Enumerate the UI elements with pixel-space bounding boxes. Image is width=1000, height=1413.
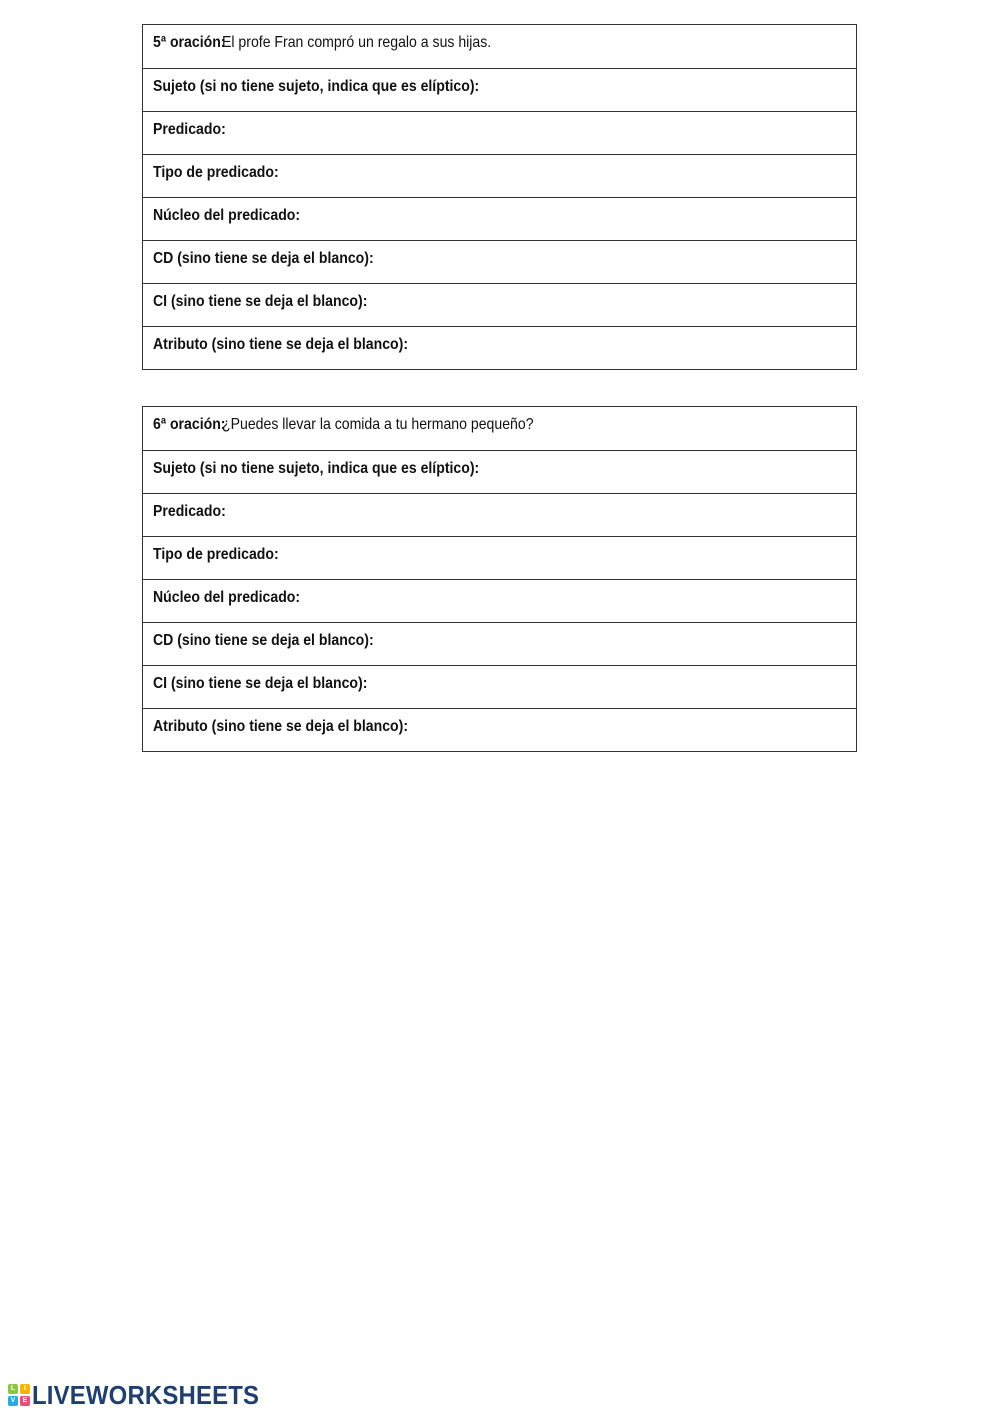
- field-row-atributo[interactable]: [143, 708, 856, 751]
- logo-tile: I: [20, 1384, 30, 1394]
- field-row-sujeto[interactable]: [143, 68, 856, 111]
- field-row-atributo[interactable]: [143, 326, 856, 369]
- field-row-predicado[interactable]: [143, 111, 856, 154]
- sentence-6-table: [142, 406, 857, 752]
- field-label: Atributo (sino tiene se deja el blanco):: [153, 718, 409, 735]
- field-row-tipo-predicado[interactable]: [143, 154, 856, 197]
- brand-name: LIVEWORKSHEETS: [32, 1379, 260, 1410]
- field-label: CD (sino tiene se deja el blanco):: [153, 250, 374, 267]
- sentence-5-header: [143, 25, 856, 68]
- field-row-nucleo-predicado[interactable]: [143, 579, 856, 622]
- logo-tile: L: [8, 1384, 18, 1394]
- sentence-text: El profe Fran compró un regalo a sus hijas.: [221, 34, 492, 51]
- field-row-ci[interactable]: [143, 665, 856, 708]
- sentence-text: ¿Puedes llevar la comida a tu hermano pequeño?: [221, 416, 534, 433]
- logo-tile: E: [20, 1396, 30, 1406]
- field-row-cd[interactable]: [143, 622, 856, 665]
- field-row-ci[interactable]: [143, 283, 856, 326]
- field-label: Núcleo del predicado:: [153, 589, 301, 606]
- sentence-6-header: [143, 407, 856, 450]
- brand-logo-icon: [8, 1384, 30, 1406]
- sentence-number-label: 5ª oración:: [153, 34, 226, 51]
- field-label: Atributo (sino tiene se deja el blanco):: [153, 336, 409, 353]
- sentence-5-table: [142, 24, 857, 370]
- field-row-tipo-predicado[interactable]: [143, 536, 856, 579]
- field-label: Núcleo del predicado:: [153, 207, 301, 224]
- field-row-nucleo-predicado[interactable]: [143, 197, 856, 240]
- field-row-predicado[interactable]: [143, 493, 856, 536]
- field-label: CD (sino tiene se deja el blanco):: [153, 632, 374, 649]
- field-label: Tipo de predicado:: [153, 164, 279, 181]
- field-label: Tipo de predicado:: [153, 546, 279, 563]
- field-row-cd[interactable]: [143, 240, 856, 283]
- field-row-sujeto[interactable]: [143, 450, 856, 493]
- field-label: Sujeto (si no tiene sujeto, indica que es elíptico):: [153, 78, 480, 95]
- field-label: Predicado:: [153, 121, 226, 138]
- field-label: CI (sino tiene se deja el blanco):: [153, 675, 368, 692]
- field-label: Sujeto (si no tiene sujeto, indica que es elíptico):: [153, 460, 480, 477]
- logo-tile: V: [8, 1396, 18, 1406]
- liveworksheets-logo[interactable]: [8, 1379, 279, 1410]
- sentence-number-label: 6ª oración:: [153, 416, 226, 433]
- field-label: CI (sino tiene se deja el blanco):: [153, 293, 368, 310]
- field-label: Predicado:: [153, 503, 226, 520]
